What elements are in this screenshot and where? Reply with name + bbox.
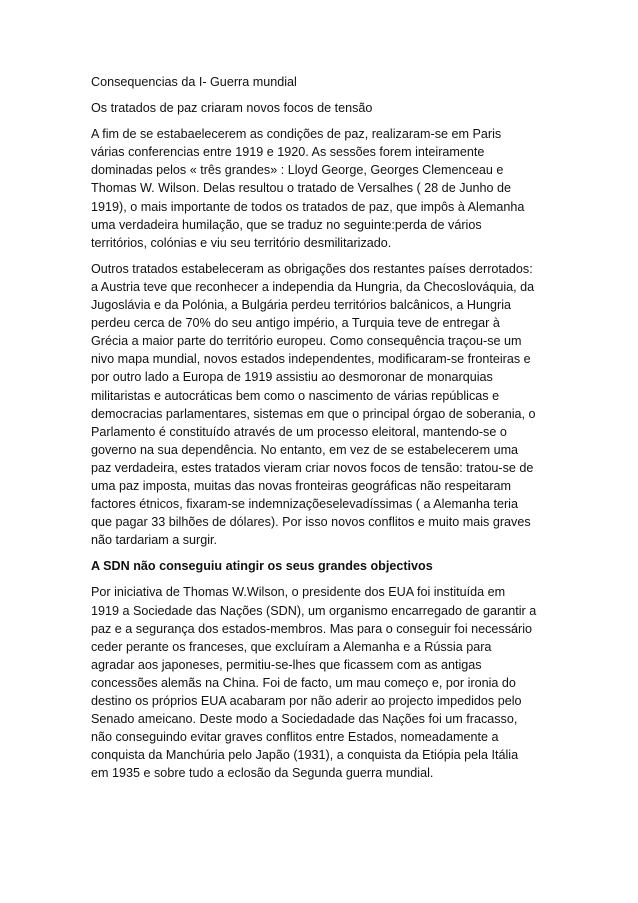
section-heading-peace-treaties: Os tratados de paz criaram novos focos de tensão (91, 101, 373, 116)
text-line: várias conferencias entre 1919 e 1920. As sessões forem inteiramente (91, 145, 485, 160)
paragraph-versailles (91, 125, 549, 252)
text-line: factores étnicos, fixaram-se indemnizaçõeselevadíssimas ( a Alemanha teria (91, 497, 518, 512)
text-line: Parlamento é constituído através de um processo eleitoral, mantendo-se o (91, 424, 507, 439)
text-line: agradar aos japoneses, permitiu-se-lhes que ficassem com as antigas (91, 657, 482, 672)
text-line: concessões alemãs na China. Foi de facto, um mau começo e, por ironia do (91, 675, 516, 690)
text-line: a Austria teve que reconhecer a independia da Hungria, da Checoslováquia, da (91, 279, 535, 294)
text-line: uma verdadeira humilação, que se traduz no seguinte:perda de vários (91, 217, 482, 232)
paragraph-other-treaties (91, 260, 549, 550)
text-line: paz verdadeira, estes tratados vieram criar novos focos de tensão: tratou-se de (91, 460, 534, 475)
text-line: Por iniciativa de Thomas W.Wilson, o presidente dos EUA foi instituída em (91, 585, 506, 600)
text-line: nivo mapa mundial, novos estados independentes, modificaram-se fronteiras e (91, 352, 531, 367)
text-line: uma paz imposta, muitas das novas fronteiras geográficas não respeitaram (91, 478, 512, 493)
text-line: Jugoslávia e da Polónia, a Bulgária perdeu territórios balcânicos, a Hungria (91, 298, 512, 313)
text-line: ceder perante os franceses, que excluíram a Alemanha e a Rússia para (91, 639, 492, 654)
text-line: paz e a segurança dos estados-membros. Mas para o conseguir foi necessário (91, 621, 533, 636)
paragraph-sdn (91, 583, 549, 782)
text-line: governo na sua dependência. No entanto, em vez de se estabelecerem uma (91, 442, 519, 457)
text-line: não tardariam a surgir. (91, 533, 217, 548)
text-line: territórios, colónias e viu seu território desmilitarizado. (91, 235, 392, 250)
text-line: A fim de se estabaelecerem as condições de paz, realizaram-se em Paris (91, 127, 502, 142)
text-line: dominadas pelos « três grandes» : Lloyd George, Georges Clemenceau e (91, 163, 504, 178)
text-line: Outros tratados estabeleceram as obrigações dos restantes países derrotados: (91, 261, 533, 276)
text-line: destino os próprios EUA acabaram por não aderir ao projecto impedidos pelo (91, 694, 522, 708)
text-line: não conseguindo evitar graves conflitos entre Estados, nomeadamente a (91, 730, 499, 745)
text-line: perdeu cerca de 70% do seu antigo império, a Turquia teve de entregar à (91, 316, 500, 331)
section-heading-sdn: A SDN não conseguiu atingir os seus grandes objectivos (91, 559, 433, 574)
text-line: Senado ameicano. Deste modo a Sociedadade das Nações foi um fracasso, (91, 712, 518, 727)
text-line: Thomas W. Wilson. Delas resultou o tratado de Versalhes ( 28 de Junho de (91, 181, 512, 196)
text-line: democracias parlamentares, sistemas em que o principal órgao de soberania, o (91, 406, 536, 421)
text-line: conquista da Manchúria pelo Japão (1931), a conquista da Etiópia pela Itália (91, 748, 519, 763)
text-line: 1919), o mais importante de todos os tratados de paz, que impôs à Alemanha (91, 199, 525, 214)
text-line: militaristas e autocráticas bem como o nascimento de várias repúblicas e (91, 388, 500, 403)
text-line: por outro lado a Europa de 1919 assistiu ao desmoronar de monarquias (91, 370, 493, 385)
text-line: 1919 a Sociedade das Nações (SDN), um organismo encarregado de garantir a (91, 603, 537, 618)
document-title: Consequencias da I- Guerra mundial (91, 75, 297, 89)
text-line: Grécia a maior parte do território europeu. Como consequência traçou-se um (91, 334, 522, 349)
text-line: que pagar 33 bilhões de dólares). Por isso novos conflitos e muito mais graves (91, 515, 531, 530)
text-line: em 1935 e sobre tudo a eclosão da Segunda guerra mundial. (91, 766, 434, 781)
document-body (91, 73, 549, 790)
